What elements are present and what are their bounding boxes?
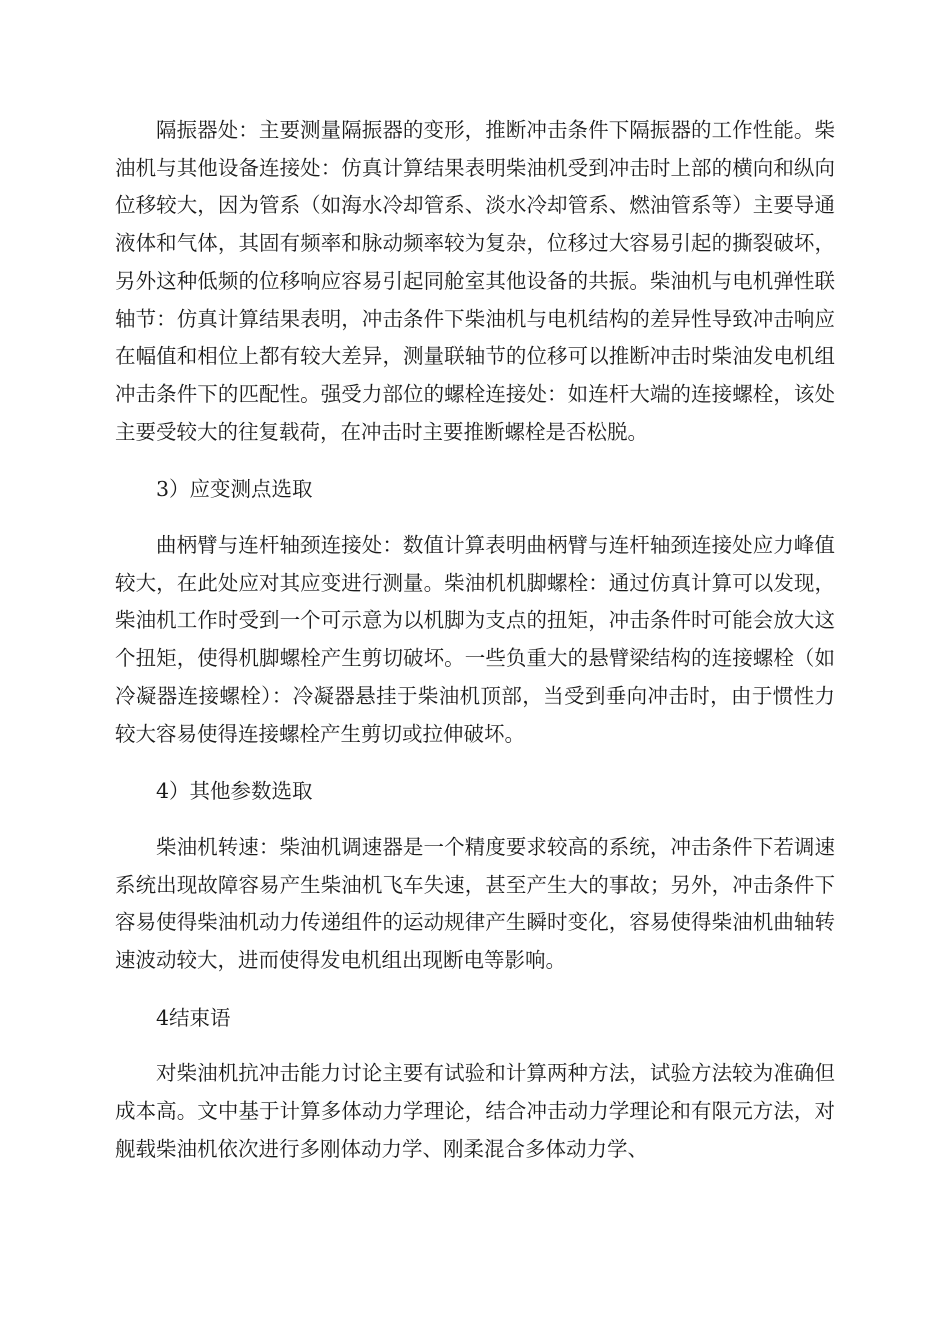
heading-strain-measurement-points: 3）应变测点选取 xyxy=(156,477,313,502)
document-body xyxy=(115,112,835,1189)
paragraph-vibration-isolator-measurement: 隔振器处：主要测量隔振器的变形，推断冲击条件下隔振器的工作性能。柴油机与其他设备连接处：仿真计算结果表明柴油机受到冲击时上部的横向和纵向位移较大，因为管系（如海水冷却管系、淡水冷却管系、燃油管系等）主要导通液体和气体，其固有频率和脉动频率较为复杂，位移过大容易引起的撕裂破坏，另外这种低频的位移响应容易引起同舱室其他设备的共振。柴油机与电机弹性联轴节：仿真计算结果表明，冲击条件下柴油机与电机结构的差异性导致冲击响应在幅值和相位上都有较大差异，测量联轴节的位移可以推断冲击时柴油发电机组冲击条件下的匹配性。强受力部位的螺栓连接处：如连杆大端的连接螺栓，该处主要受较大的往复载荷，在冲击时主要推断螺栓是否松脱。 xyxy=(115,118,835,444)
paragraph-engine-speed: 柴油机转速：柴油机调速器是一个精度要求较高的系统，冲击条件下若调速系统出现故障容易产生柴油机飞车失速，甚至产生大的事故；另外，冲击条件下容易使得柴油机动力传递组件的运动规律产生瞬时变化，容易使得柴油机曲轴转速波动较大，进而使得发电机组出现断电等影响。 xyxy=(115,834,835,973)
paragraph-conclusion: 对柴油机抗冲击能力讨论主要有试验和计算两种方法，试验方法较为准确但成本高。文中基于计算多体动力学理论，结合冲击动力学理论和有限元方法，对舰载柴油机依次进行多刚体动力学、刚柔混合多体动力学、 xyxy=(115,1061,835,1161)
heading-other-parameters: 4）其他参数选取 xyxy=(156,779,313,804)
paragraph-strain-measurement-points: 曲柄臂与连杆轴颈连接处：数值计算表明曲柄臂与连杆轴颈连接处应力峰值较大，在此处应对其应变进行测量。柴油机机脚螺栓：通过仿真计算可以发现，柴油机工作时受到一个可示意为以机脚为支点的扭矩，冲击条件时可能会放大这个扭矩，使得机脚螺栓产生剪切破坏。一些负重大的悬臂梁结构的连接螺栓（如冷凝器连接螺栓）：冷凝器悬挂于柴油机顶部，当受到垂向冲击时，由于惯性力较大容易使得连接螺栓产生剪切或拉伸破坏。 xyxy=(115,533,835,746)
heading-conclusion: 4结束语 xyxy=(156,1005,231,1030)
